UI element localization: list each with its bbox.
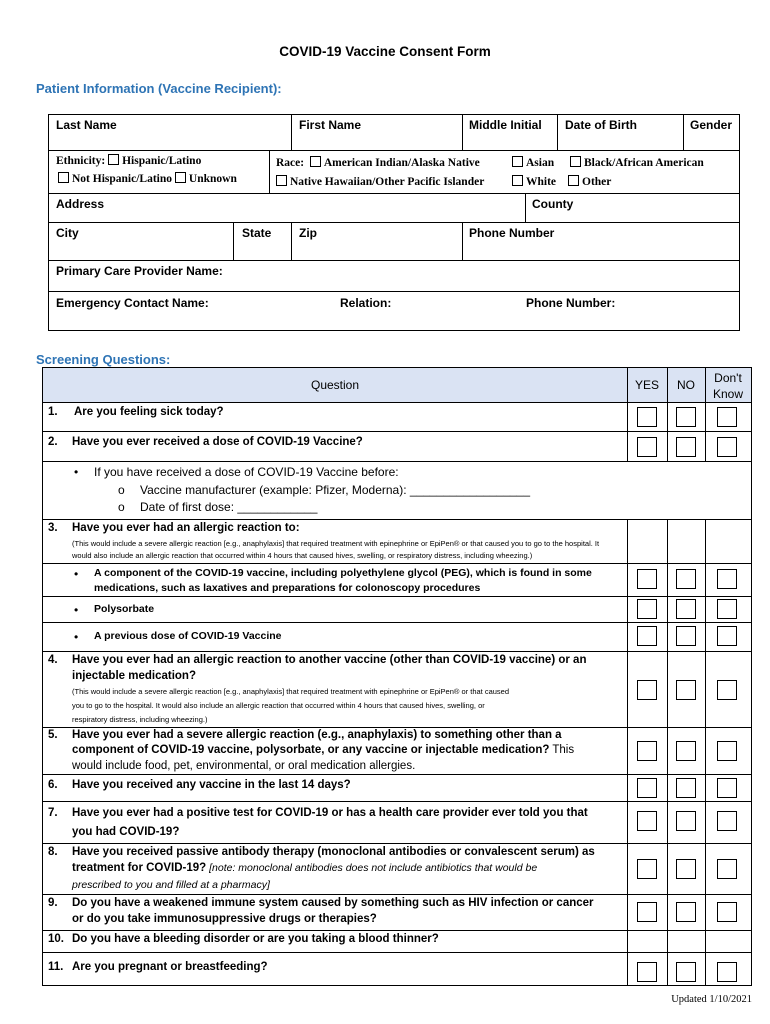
q8-no-checkbox[interactable]: [676, 859, 696, 879]
checkbox-eth-unknown[interactable]: [175, 172, 186, 183]
race-group-other: [568, 175, 611, 188]
q2-yes-checkbox[interactable]: [637, 437, 657, 457]
header-no: NO: [677, 378, 695, 392]
q7-dont-know-checkbox[interactable]: [717, 811, 737, 831]
race-white-label: White: [526, 176, 557, 188]
checkbox-race-other[interactable]: [568, 175, 579, 186]
q5-no-checkbox[interactable]: [676, 741, 696, 761]
race-label: Race:: [276, 157, 305, 169]
q2-no-checkbox[interactable]: [676, 437, 696, 457]
checkbox-not-hispanic[interactable]: [58, 172, 69, 183]
dob-field[interactable]: Date of Birth: [565, 118, 637, 132]
eth-hispanic-label: Hispanic/Latino: [122, 155, 202, 167]
q11-yes-checkbox[interactable]: [637, 962, 657, 982]
zip-field[interactable]: Zip: [299, 226, 317, 240]
q10-number: 10.: [48, 933, 64, 945]
q5-line3: would include food, pet, environmental, or oral medication allergies.: [72, 760, 416, 772]
header-know: Know: [712, 387, 744, 401]
q9-no-checkbox[interactable]: [676, 902, 696, 922]
q7-line1: Have you ever had a positive test for COVID-19 or has a health care provider ever told you that: [72, 807, 588, 819]
q8-number: 8.: [48, 846, 58, 858]
q5-line2-tail: This: [549, 744, 575, 756]
q5-line2-bold: component of COVID-19 vaccine, polysorbate, or any vaccine or injectable medication?: [72, 744, 550, 756]
q8-yes-checkbox[interactable]: [637, 859, 657, 879]
q3a-line1: A component of the COVID-19 vaccine, including polyethylene glycol (PEG), which is found in some: [94, 567, 592, 579]
race-other-label: Other: [582, 176, 612, 188]
q8-line3: prescribed to you and filled at a pharmacy]: [72, 879, 270, 891]
race-group-nhpi: [276, 175, 484, 188]
q3b-text: Polysorbate: [94, 603, 155, 615]
q2-sub-a-bullet: o: [118, 483, 125, 497]
county-field[interactable]: County: [532, 197, 574, 211]
patient-info-heading: Patient Information (Vaccine Recipient):: [36, 81, 282, 96]
q11-number: 11.: [48, 961, 64, 973]
q5-yes-checkbox[interactable]: [637, 741, 657, 761]
q3c-dont-know-checkbox[interactable]: [717, 626, 737, 646]
q9-line2: or do you take immunosuppressive drugs or therapies?: [72, 913, 377, 925]
q8-line1: Have you received passive antibody therapy (monoclonal antibodies or convalescent serum) as: [72, 846, 595, 858]
q3c-yes-checkbox[interactable]: [637, 626, 657, 646]
first-name-field[interactable]: First Name: [299, 118, 362, 132]
q1-yes-checkbox[interactable]: [637, 407, 657, 427]
q3b-no-checkbox[interactable]: [676, 599, 696, 619]
q10-text: Do you have a bleeding disorder or are you taking a blood thinner?: [72, 933, 439, 945]
q1-number: 1.: [48, 406, 58, 418]
q4-note-3: respiratory distress, including wheezing.): [72, 715, 208, 724]
ethnicity-group: [56, 154, 201, 167]
emergency-contact-field[interactable]: Emergency Contact Name:: [56, 296, 209, 310]
q3a-yes-checkbox[interactable]: [637, 569, 657, 589]
q9-yes-checkbox[interactable]: [637, 902, 657, 922]
phone-field[interactable]: Phone Number: [469, 226, 555, 240]
q3c-text: A previous dose of COVID-19 Vaccine: [94, 630, 282, 642]
q2-sub-b: Date of first dose: ____________: [140, 500, 318, 514]
q9-line1: Do you have a weakened immune system caused by something such as HIV infection or cancer: [72, 897, 594, 909]
last-name-field[interactable]: Last Name: [56, 118, 117, 132]
q6-dont-know-checkbox[interactable]: [717, 778, 737, 798]
q11-text: Are you pregnant or breastfeeding?: [72, 961, 268, 973]
race-aian-label: American Indian/Alaska Native: [323, 157, 480, 169]
race-group-asian: [512, 156, 554, 169]
q3-note-2: would also include an allergic reaction that occurred within 4 hours that caused hives, swelling, or respiratory distress, including wheezing.): [72, 551, 533, 560]
q8-line2-note: [note: monoclonal antibodies does not include antibiotics that would be: [206, 862, 538, 874]
q4-dont-know-checkbox[interactable]: [717, 680, 737, 700]
city-field[interactable]: City: [56, 226, 79, 240]
q5-number: 5.: [48, 729, 58, 741]
q4-note-1: (This would include a severe allergic reaction [e.g., anaphylaxis] that required treatment with epinephrine or EpiPen® or that caused: [72, 687, 510, 696]
q9-number: 9.: [48, 897, 58, 909]
gender-field[interactable]: Gender: [690, 118, 733, 132]
q4-line2: injectable medication?: [72, 670, 196, 682]
q7-number: 7.: [48, 807, 58, 819]
q3-number: 3.: [48, 522, 58, 534]
q5-dont-know-checkbox[interactable]: [717, 741, 737, 761]
q6-text: Have you received any vaccine in the last 14 days?: [72, 779, 351, 791]
q6-no-checkbox[interactable]: [676, 778, 696, 798]
q5-line2: [72, 744, 574, 756]
q1-text: Are you feeling sick today?: [74, 406, 224, 418]
relation-field[interactable]: Relation:: [340, 296, 392, 310]
q3a-line2: medications, such as laxatives and preparations for colonoscopy procedures: [94, 582, 481, 594]
q7-yes-checkbox[interactable]: [637, 811, 657, 831]
header-question: Question: [310, 378, 360, 392]
q6-number: 6.: [48, 779, 58, 791]
q3b-bullet: •: [74, 603, 79, 617]
q2-sub-b-bullet: o: [118, 500, 125, 514]
race-group-white: [512, 175, 556, 188]
q4-number: 4.: [48, 654, 58, 666]
q7-no-checkbox[interactable]: [676, 811, 696, 831]
header-dont-know: [705, 370, 751, 402]
q3b-yes-checkbox[interactable]: [637, 599, 657, 619]
updated-date: Updated 1/10/2021: [671, 994, 752, 1005]
checkbox-hispanic[interactable]: [108, 154, 119, 165]
race-group: [276, 156, 480, 169]
q8-line2-bold: treatment for COVID-19?: [72, 862, 207, 874]
q8-line2: [72, 862, 537, 874]
checkbox-race-white[interactable]: [512, 175, 523, 186]
q3c-bullet: •: [74, 630, 79, 644]
q4-line1: Have you ever had an allergic reaction to another vaccine (other than COVID-19 vaccine) or an: [72, 654, 587, 666]
screening-heading: Screening Questions:: [36, 352, 171, 367]
q2-sub-bullet: •: [74, 465, 79, 479]
q2-number: 2.: [48, 436, 58, 448]
form-title: COVID-19 Vaccine Consent Form: [279, 44, 491, 59]
q11-no-checkbox[interactable]: [676, 962, 696, 982]
checkbox-race-aian[interactable]: [310, 156, 321, 167]
q3-note-1: (This would include a severe allergic reaction [e.g., anaphylaxis] that required treatment with epinephrine or EpiPen® or that caused you to go to the hospital. It: [72, 539, 600, 548]
q5-line1: Have you ever had a severe allergic reaction (e.g., anaphylaxis) to something other than a: [72, 729, 562, 741]
q2-sub: If you have received a dose of COVID-19 Vaccine before:: [94, 465, 399, 479]
q3a-bullet: •: [74, 567, 79, 581]
eth-not-hispanic-label: Not Hispanic/Latino: [72, 173, 173, 185]
address-field[interactable]: Address: [56, 197, 105, 211]
ethnicity-label: Ethnicity:: [56, 155, 106, 167]
ethnicity-group-2: [58, 172, 237, 185]
q4-note-2: you to go to the hospital. It would also include an allergic reaction that occurred within 4 hours that caused hives, swelling, or: [72, 701, 485, 710]
pcp-field[interactable]: Primary Care Provider Name:: [56, 264, 223, 278]
eth-unknown-label: Unknown: [188, 173, 237, 185]
q3b-dont-know-checkbox[interactable]: [717, 599, 737, 619]
q2-text: Have you ever received a dose of COVID-19 Vaccine?: [72, 436, 363, 448]
race-asian-label: Asian: [526, 157, 555, 169]
checkbox-race-black[interactable]: [570, 156, 581, 167]
q3a-dont-know-checkbox[interactable]: [717, 569, 737, 589]
header-yes: YES: [634, 378, 659, 392]
q8-dont-know-checkbox[interactable]: [717, 859, 737, 879]
q3-text: Have you ever had an allergic reaction to:: [72, 522, 300, 534]
race-group-black: [570, 156, 704, 169]
q11-dont-know-checkbox[interactable]: [717, 962, 737, 982]
q6-yes-checkbox[interactable]: [637, 778, 657, 798]
q7-line2: you had COVID-19?: [72, 826, 180, 838]
race-nhpi-label: Native Hawaiian/Other Pacific Islander: [290, 176, 485, 188]
q2-sub-a: Vaccine manufacturer (example: Pfizer, Moderna): __________________: [140, 483, 531, 497]
header-dont: Don't: [714, 371, 742, 385]
q3c-no-checkbox[interactable]: [676, 626, 696, 646]
q4-no-checkbox[interactable]: [676, 680, 696, 700]
checkbox-race-nhpi[interactable]: [276, 175, 287, 186]
race-black-label: Black/African American: [584, 157, 704, 169]
middle-initial-field[interactable]: Middle Initial: [469, 118, 542, 132]
state-field[interactable]: State: [242, 226, 272, 240]
q3a-no-checkbox[interactable]: [676, 569, 696, 589]
checkbox-race-asian[interactable]: [512, 156, 523, 167]
q2-dont-know-checkbox[interactable]: [717, 437, 737, 457]
q9-dont-know-checkbox[interactable]: [717, 902, 737, 922]
q1-no-checkbox[interactable]: [676, 407, 696, 427]
emergency-phone-field[interactable]: Phone Number:: [526, 296, 616, 310]
q4-yes-checkbox[interactable]: [637, 680, 657, 700]
q1-dont-know-checkbox[interactable]: [717, 407, 737, 427]
